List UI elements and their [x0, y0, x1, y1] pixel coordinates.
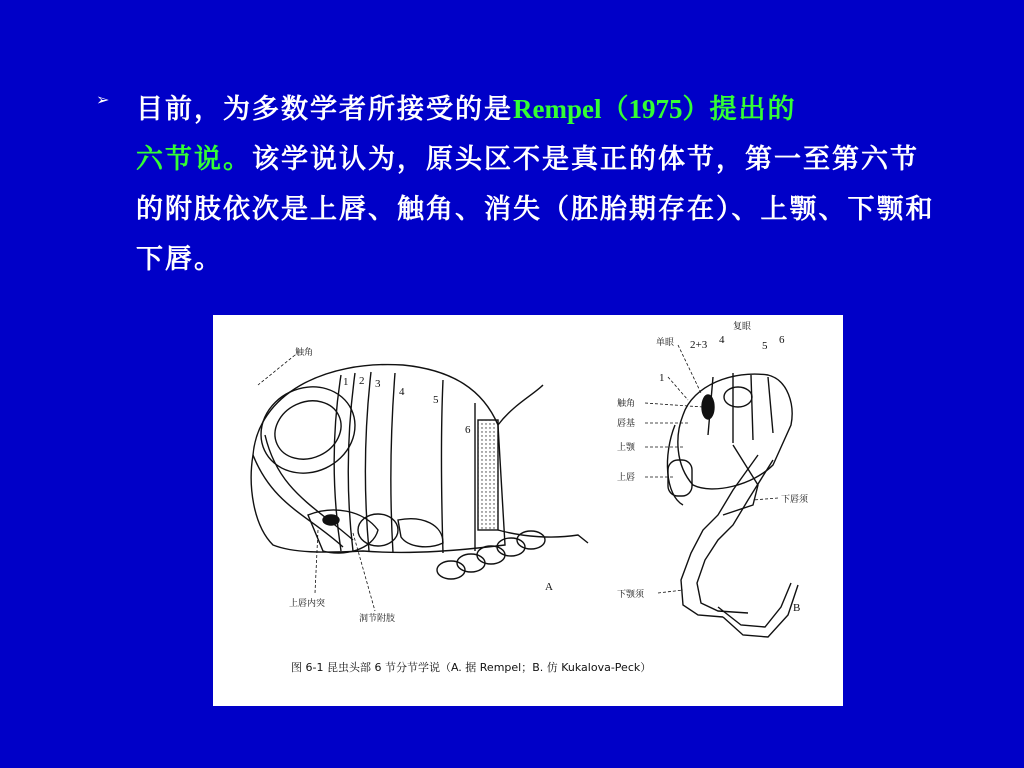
leader-antenna-a	[258, 355, 295, 385]
eye-a	[247, 372, 370, 489]
neck-dotted-a	[478, 420, 498, 530]
antenna-band-a-2	[265, 435, 353, 540]
labial-palp-b-2	[697, 460, 773, 613]
label-seg-3: 3	[375, 378, 381, 390]
label-seg-2: 2	[359, 375, 365, 387]
maxillary-palp-b-2	[718, 583, 791, 627]
figure-caption: 图 6-1 昆虫头部 6 节分节学说（A. 据 Rempel；B. 仿 Kukalova-Peck）	[291, 661, 652, 674]
insect-head-diagram	[213, 315, 843, 706]
label-seg-1: 1	[343, 376, 349, 388]
bullet-paragraph	[96, 84, 936, 285]
segment-line-5	[442, 380, 444, 553]
text-proposed: 提出的	[709, 94, 797, 125]
label-seg-4: 4	[399, 386, 405, 398]
label-maxillary-palp: 下颚须	[617, 590, 645, 600]
leader-maxillary-palp	[658, 590, 683, 593]
label-1: 1	[659, 372, 665, 384]
antenna-base-b	[702, 395, 714, 419]
text-intro: 目前，为多数学者所接受的是	[136, 94, 513, 125]
b-line-4	[768, 377, 773, 433]
palp-seg-3	[477, 546, 505, 564]
head-capsule-b	[678, 374, 792, 489]
antenna-band-a	[253, 455, 343, 547]
label-panel-a: A	[545, 581, 553, 593]
label-mandible: 上颚	[617, 443, 636, 453]
dark-spot-a	[323, 515, 339, 525]
leader-ocellus	[678, 345, 701, 393]
ventral-line-a	[498, 530, 588, 543]
maxilla-a	[398, 519, 443, 547]
text-six-segment-theory: 六节说。	[136, 144, 252, 175]
text-author: Rempel（1975）	[513, 94, 710, 124]
label-labrum-base: 唇基	[617, 419, 636, 429]
segment-line-4	[391, 373, 395, 553]
label-ocellus: 单眼	[656, 338, 675, 348]
label-23: 2+3	[690, 339, 708, 351]
label-seg-6: 6	[465, 424, 471, 436]
text-explanation: 该学说认为，原头区不是真正的体节，第一至第六节的附肢依次是上唇、触角、消失（胚胎期存在）、上颚、下颚和下唇。	[136, 144, 935, 275]
b-line-3	[751, 375, 753, 440]
segment-line-2	[348, 373, 355, 551]
leader-1	[668, 377, 688, 400]
segment-line-3	[365, 372, 371, 551]
label-compound-eye: 复眼	[733, 322, 752, 332]
label-5: 5	[762, 340, 768, 352]
label-seg-5: 5	[433, 394, 439, 406]
label-antenna-b: 触角	[617, 399, 636, 409]
compound-eye-b	[724, 387, 752, 407]
bullet-text	[136, 84, 936, 285]
leader-antenna-b	[645, 403, 703, 407]
diagram-a	[247, 355, 588, 611]
label-labial-palp: 下唇须	[781, 495, 809, 505]
dorsal-arc-a	[498, 385, 543, 425]
diagram-b	[645, 345, 801, 637]
bullet-arrow-icon: ➢	[96, 90, 110, 109]
label-stomodeal: 洞节附肢	[359, 614, 396, 624]
figure-image	[213, 315, 843, 706]
label-panel-b: B	[793, 602, 801, 614]
label-labrum: 上唇	[617, 473, 636, 483]
label-labrum-process: 上唇内突	[289, 599, 326, 609]
label-antenna-a: 触角	[295, 348, 314, 358]
leader-labial-palp	[753, 498, 778, 500]
label-6: 6	[779, 334, 785, 346]
label-4: 4	[719, 334, 725, 346]
